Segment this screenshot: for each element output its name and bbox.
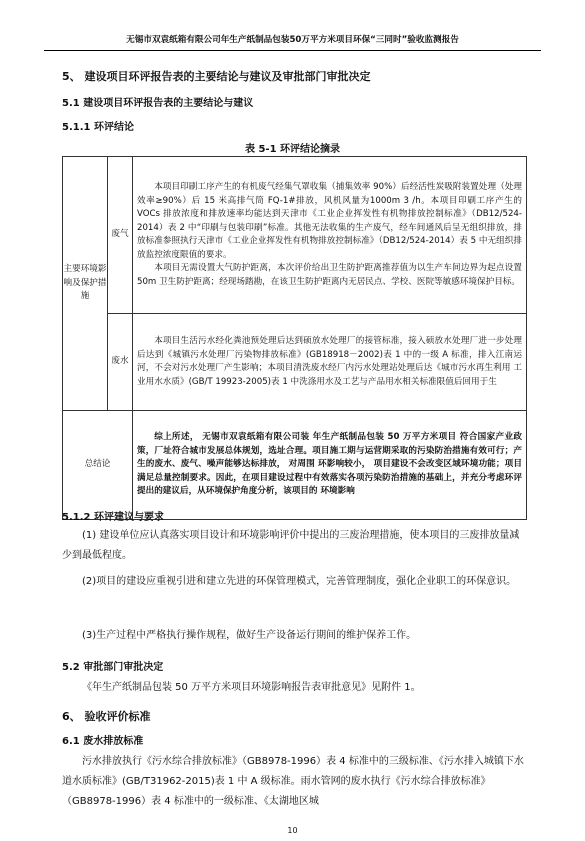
section-5-2-title: 5.2 审批部门审批决定: [62, 662, 164, 673]
waste-water-cell: [133, 314, 527, 411]
section-5-2-text: 《年生产纸制品包装 50 万平方米项目环境影响报告表审批意见》见附件 1。: [82, 682, 421, 693]
waste-gas-paragraph-2: 本项目无需设置大气防护距离，本次评价给出卫生防护距离推荐值为以生产车间边界为起点设置 50m 卫生防护距离；经现场踏勘，在该卫生防护距离内无居民点、学校、医院等敏感环境保护目标。: [137, 263, 522, 287]
conclusion-table: [62, 156, 527, 520]
conclusion-cell: [133, 411, 527, 520]
requirement-2: (2)项目的建设应重视引进和建立先进的环保管理模式，完善管理制度，强化企业职工的环保意识。: [82, 576, 517, 587]
section-5-1-1-title: 5.1.1 环评结论: [62, 122, 134, 133]
table-row: [63, 411, 527, 520]
section-6-1-text: 污水排放执行《污水综合排放标准》（GB8978-1996）表 4 标准中的三级标准、《污水排入城镇下水道水质标准》(GB/T31962-2015)表 1 中 A 级标准。雨水管网的废水执行《污水综合排放标准》（GB8978-1996）表 4 标准中的一级标准、《太湖地区城: [62, 756, 524, 807]
waste-gas-label: 废气: [108, 157, 133, 314]
running-header: 无锡市双袁纸箱有限公司年生产纸制品包装50万平方米项目环保“三同时”验收监测报告: [44, 30, 541, 51]
table-row: [63, 157, 527, 314]
section-6-1-title: 6.1 废水排放标准: [62, 736, 144, 747]
main-impact-label: 主要环境影响及保护措施: [63, 157, 108, 411]
section-6-title: 6、 验收评价标准: [62, 710, 151, 723]
requirement-3: (3)生产过程中严格执行操作规程，做好生产设备运行期间的维护保养工作。: [82, 630, 417, 641]
table-row: [63, 314, 527, 411]
conclusion-paragraph: 综上所述， 无锡市双袁纸箱有限公司装 年生产纸制品包装 50 万平方米项目 符合国家产业政策，厂址符合城市发展总体规划，选址合理。项目施工期与运营期采取的污染防治措施有效可行；产生的废水、废气、噪声能够达标排放， 对周围 环影响较小， 项目建设不会改变区域环境功能；项目满足总量控制要求。因此，在项目建设过程中有效落实各项污染防治措施的基础上，并充分考虑环评提出的建议后，从环境保护角度分析，该项目的 环境影响: [137, 432, 522, 497]
section-5-1-2-title: 5.1.2 环评建议与要求: [62, 512, 164, 523]
waste-water-label: 废水: [108, 314, 133, 411]
waste-gas-paragraph-1: 本项目印刷工序产生的有机废气经集气罩收集（捕集效率 90%）后经活性炭吸附装置处理（处理效率≥90%）后 15 米高排气筒 FQ-1#排放，风机风量为1000m 3 /h。本项目印刷工序产生的 VOCs 排放浓度和排放速率均能达到天津市《工业企业挥发性有机物排放控制标准》（DB12/524-2014）表 2 中“印刷与包装印刷”标准。其他无法收集的生产废气，经车间通风后呈无组织排放，排放标准参照执行天津市《工业企业挥发性有机物排放控制标准》（DB12/524-2014）表 5 中无组织排放监控浓度限值的要求。: [137, 182, 522, 260]
waste-gas-cell: [133, 157, 527, 314]
conclusion-label: 总结论: [63, 411, 133, 520]
section-5-1-title: 5.1 建设项目环评报告表的主要结论与建议: [62, 98, 254, 109]
waste-water-paragraph: 本项目生活污水经化粪池预处理后达到硕放水处理厂的接管标准，接入硕放水处理厂进一步处理后达到《城镇污水处理厂污染物排放标准》(GB18918－2002)表 1 中的一级 A 标准，排入江南运河，不会对污水处理厂产生影响；本项目清洗废水经厂内污水处理站处理后达《城市污水再生利用 工业用水水质》(GB/T 19923-2005)表 1 中洗涤用水及工艺与产品用水相关标准限值后回用于生: [137, 336, 522, 387]
page-number: 10: [287, 826, 298, 835]
requirement-1: (1) 建设单位应认真落实项目设计和环境影响评价中提出的三废治理措施，使本项目的三废排放量减少到最低程度。: [62, 530, 520, 561]
table-caption: 表 5-1 环评结论摘录: [244, 144, 341, 155]
section-5-title: 5、 建设项目环评报告表的主要结论与建议及审批部门审批决定: [62, 70, 371, 83]
